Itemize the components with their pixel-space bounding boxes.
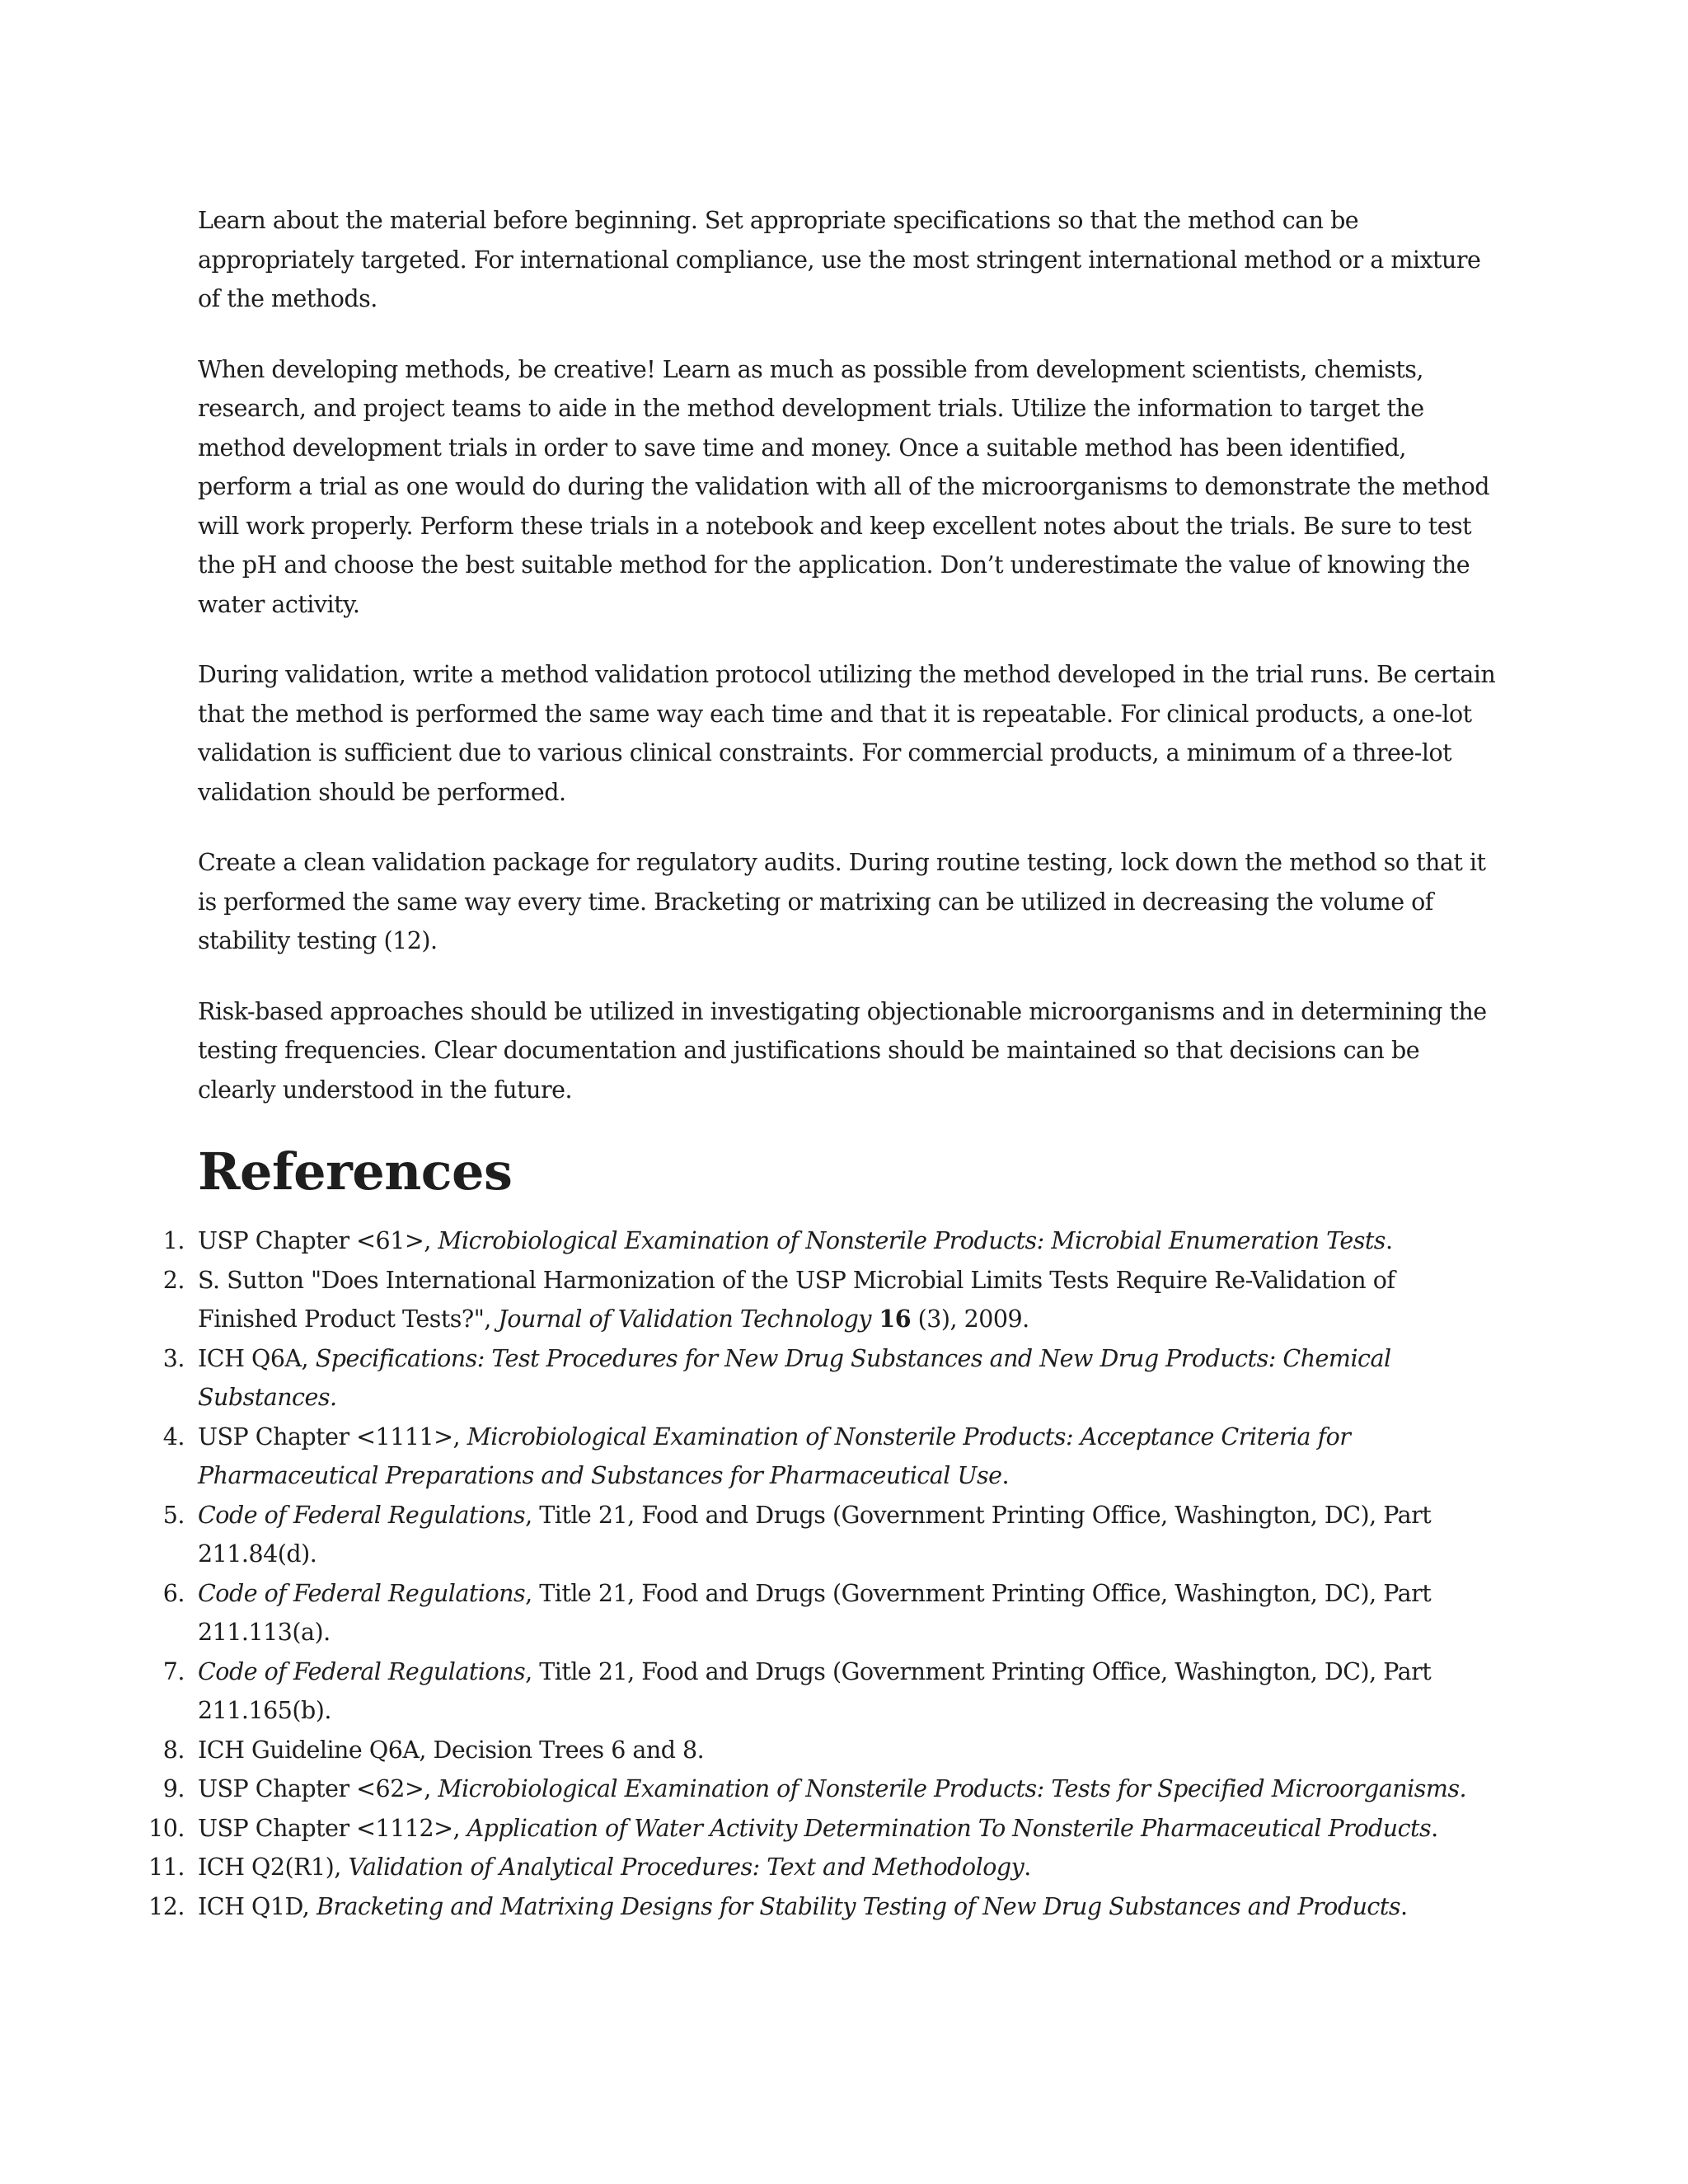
reference-text: .: [1001, 1462, 1010, 1489]
reference-text: , Title 21, Food and Drugs (Government Printing Office, Washington, DC), Part 211.84(d).: [198, 1501, 1432, 1568]
reference-number: 11.: [148, 1854, 185, 1881]
reference-number: 5.: [162, 1501, 185, 1529]
document-page: [148, 201, 1500, 1926]
reference-title: Code of Federal Regulations: [198, 1657, 526, 1685]
reference-text: (3), 2009.: [911, 1305, 1029, 1333]
reference-text: S. Sutton "Does International Harmonization of the USP Microbial Limits Tests Require Re-Validation of Finished Product Tests?",: [198, 1266, 1395, 1333]
reference-number: 8.: [162, 1736, 185, 1764]
reference-text: ICH Q1D,: [198, 1892, 316, 1920]
reference-text: , Title 21, Food and Drugs (Government Printing Office, Washington, DC), Part 211.113(a).: [198, 1579, 1432, 1646]
reference-text: ICH Q6A,: [198, 1344, 316, 1372]
references-list: [148, 1221, 1500, 1926]
reference-number: 4.: [162, 1422, 185, 1451]
reference-item: [162, 1652, 1500, 1731]
reference-number: 9.: [162, 1775, 185, 1802]
reference-volume: 16: [870, 1305, 912, 1333]
reference-text: USP Chapter <1111>,: [198, 1422, 467, 1451]
reference-title: Code of Federal Regulations: [198, 1579, 526, 1607]
reference-item: [162, 1769, 1500, 1809]
references-heading: References: [198, 1141, 513, 1202]
reference-number: 1.: [162, 1227, 185, 1254]
reference-title: Microbiological Examination of Nonsterile Products: Tests for Specified Microorganisms.: [438, 1775, 1467, 1802]
body-paragraph: Risk-based approaches should be utilized in investigating objectionable microorganisms and in determining the testing frequencies. Clear documentation and justifications should be maintained so that decisions can be clearly understood in the future.: [198, 997, 1487, 1104]
reference-text: , Title 21, Food and Drugs (Government Printing Office, Washington, DC), Part 211.165(b).: [198, 1657, 1432, 1724]
reference-title: Microbiological Examination of Nonsterile Products: Acceptance Criteria for Pharmaceutical Preparations and Substances for Pharmaceutical Use: [198, 1422, 1351, 1489]
reference-text: .: [1024, 1854, 1031, 1881]
reference-item: [162, 1496, 1500, 1574]
reference-text: .: [1400, 1892, 1408, 1920]
reference-title: Application of Water Activity Determination To Nonsterile Pharmaceutical Products: [467, 1814, 1432, 1842]
reference-text: USP Chapter <61>,: [198, 1227, 438, 1254]
body-paragraph: Learn about the material before beginning. Set appropriate specifications so that the method can be appropriately targeted. For international compliance, use the most stringent international method or a mixture of the methods.: [198, 207, 1481, 312]
reference-text: USP Chapter <62>,: [198, 1775, 438, 1802]
reference-item: [162, 1339, 1500, 1418]
body-paragraph: During validation, write a method validation protocol utilizing the method developed in the trial runs. Be certain that the method is performed the same way each time and that it is repeatable. For clinical products, a one-lot validation is sufficient due to various clinical constraints. For commercial products, a minimum of a three-lot validation should be performed.: [198, 661, 1496, 806]
reference-text: USP Chapter <1112>,: [198, 1814, 467, 1842]
reference-text: .: [1385, 1227, 1393, 1254]
body-paragraph: Create a clean validation package for regulatory audits. During routine testing, lock down the method so that it is performed the same way every time. Bracketing or matrixing can be utilized in decreasing the volume of stability testing (12).: [198, 849, 1486, 954]
reference-text: ICH Guideline Q6A, Decision Trees 6 and 8.: [198, 1736, 705, 1764]
reference-title: Specifications: Test Procedures for New Drug Substances and New Drug Products: Chemical Substances.: [198, 1344, 1391, 1411]
reference-title: Validation of Analytical Procedures: Text and Methodology: [348, 1854, 1025, 1881]
reference-item: [162, 1731, 1500, 1770]
reference-number: 12.: [148, 1892, 185, 1920]
reference-number: 3.: [162, 1344, 185, 1372]
reference-number: 7.: [162, 1657, 185, 1685]
reference-title: Bracketing and Matrixing Designs for Stability Testing of New Drug Substances and Products: [316, 1892, 1400, 1920]
reference-item: [148, 1887, 1500, 1927]
reference-item: [148, 1809, 1500, 1849]
reference-item: [162, 1574, 1500, 1652]
reference-number: 2.: [162, 1266, 185, 1294]
reference-number: 10.: [148, 1814, 185, 1842]
body-paragraph: When developing methods, be creative! Learn as much as possible from development scientists, chemists, research, and project teams to aide in the method development trials. Utilize the information to target the method development trials in order to save time and money. Once a suitable method has been identified, perform a trial as one would do during the validation with all of the microorganisms to demonstrate the method will work properly. Perform these trials in a notebook and keep excellent notes about the trials. Be sure to test the pH and choose the best suitable method for the application. Don’t underestimate the value of knowing the water activity.: [198, 355, 1489, 618]
reference-text: .: [1431, 1814, 1438, 1842]
reference-title: Journal of Validation Technology: [498, 1305, 871, 1333]
reference-item: [148, 1848, 1500, 1887]
reference-item: [162, 1221, 1500, 1261]
reference-item: [162, 1418, 1500, 1496]
reference-item: [162, 1261, 1500, 1339]
reference-number: 6.: [162, 1579, 185, 1607]
reference-title: Code of Federal Regulations: [198, 1501, 526, 1529]
reference-title: Microbiological Examination of Nonsterile Products: Microbial Enumeration Tests: [438, 1227, 1386, 1254]
reference-text: ICH Q2(R1),: [198, 1854, 349, 1881]
